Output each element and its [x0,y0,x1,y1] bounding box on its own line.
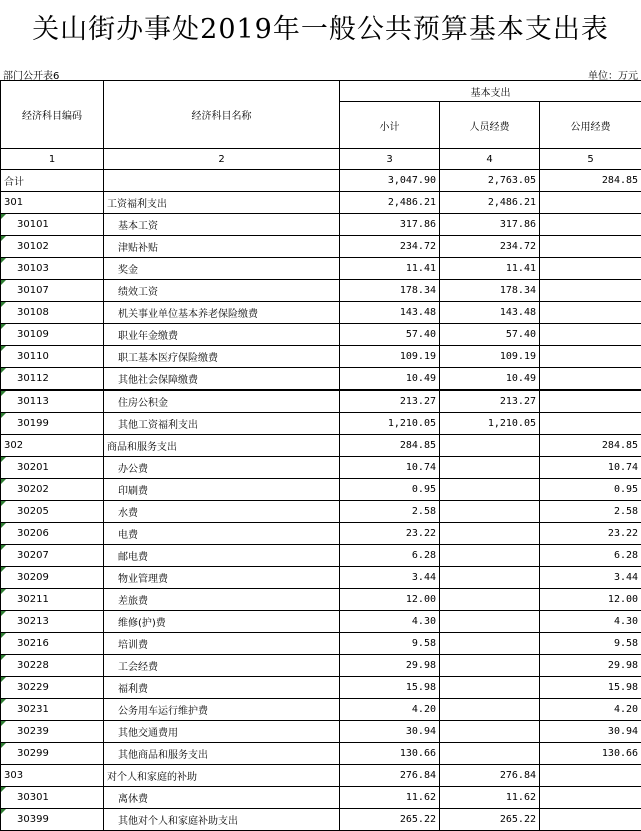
row-public-cell: 2.58 [540,501,641,523]
row-public-cell: 30.94 [540,721,641,743]
row-name-cell: 办公费 [104,457,340,479]
row-public-cell [540,346,641,368]
row-personnel-cell [440,655,540,677]
cell-marker-icon [1,501,6,506]
cell-marker-icon [1,413,6,418]
row-public-cell: 4.30 [540,611,641,633]
row-subtotal-cell: 11.41 [340,258,440,280]
table-row [1,743,641,765]
table-row [1,390,641,413]
row-name-cell: 邮电费 [104,545,340,567]
row-public-cell [540,258,641,280]
header-index-2: 2 [104,149,340,170]
row-public-cell: 10.74 [540,457,641,479]
table-row [1,457,641,479]
table-row [1,435,641,457]
row-subtotal-cell: 2,486.21 [340,192,440,214]
dept-table-label: 部门公开表6 [3,67,59,82]
table-row [1,589,641,611]
row-name-cell: 培训费 [104,633,340,655]
row-code-cell: 30239 [1,721,104,743]
row-name-cell: 职工基本医疗保险缴费 [104,346,340,368]
row-subtotal-cell: 234.72 [340,236,440,258]
row-subtotal-cell: 29.98 [340,655,440,677]
row-subtotal-cell: 10.74 [340,457,440,479]
table-row [1,258,641,280]
row-name-cell: 津贴补贴 [104,236,340,258]
row-personnel-cell [440,479,540,501]
table-row [1,192,641,214]
row-subtotal-cell: 57.40 [340,324,440,346]
cell-marker-icon [1,391,6,396]
row-personnel-cell: 234.72 [440,236,540,258]
budget-table [0,80,641,831]
row-name-cell: 其他工资福利支出 [104,413,340,435]
row-name-cell: 印刷费 [104,479,340,501]
table-row [1,677,641,699]
table-row [1,809,641,831]
row-public-cell: 9.58 [540,633,641,655]
cell-marker-icon [1,655,6,660]
row-name-cell: 其他社会保障缴费 [104,368,340,391]
row-personnel-cell: 317.86 [440,214,540,236]
row-name-cell: 绩效工资 [104,280,340,302]
row-code-cell: 301 [1,192,104,214]
row-subtotal-cell: 3.44 [340,567,440,589]
cell-marker-icon [1,479,6,484]
row-public-cell: 29.98 [540,655,641,677]
row-personnel-cell [440,501,540,523]
header-index-1: 1 [1,149,104,170]
row-personnel-cell: 2,763.05 [440,170,540,192]
row-personnel-cell [440,457,540,479]
header-basic-expenditure: 基本支出 [340,81,641,102]
row-public-cell: 6.28 [540,545,641,567]
row-name-cell: 奖金 [104,258,340,280]
row-personnel-cell [440,721,540,743]
row-public-cell [540,324,641,346]
row-subtotal-cell: 178.34 [340,280,440,302]
row-personnel-cell [440,523,540,545]
row-subtotal-cell: 265.22 [340,809,440,831]
row-name-cell: 机关事业单位基本养老保险缴费 [104,302,340,324]
row-name-cell: 维修(护)费 [104,611,340,633]
row-name-cell: 商品和服务支出 [104,435,340,457]
table-row [1,699,641,721]
row-code-cell: 302 [1,435,104,457]
row-name-cell: 住房公积金 [104,390,340,413]
row-code-cell: 30229 [1,677,104,699]
row-personnel-cell: 143.48 [440,302,540,324]
table-row [1,413,641,435]
header-public: 公用经费 [540,102,641,149]
row-code-cell: 30112 [1,368,104,391]
table-row [1,567,641,589]
row-subtotal-cell: 130.66 [340,743,440,765]
cell-marker-icon [1,214,6,219]
row-personnel-cell [440,611,540,633]
row-public-cell [540,214,641,236]
row-code-cell: 30110 [1,346,104,368]
row-subtotal-cell: 10.49 [340,368,440,391]
row-subtotal-cell: 0.95 [340,479,440,501]
cell-marker-icon [1,302,6,307]
row-personnel-cell: 265.22 [440,809,540,831]
row-code-cell: 30205 [1,501,104,523]
row-public-cell: 284.85 [540,435,641,457]
row-public-cell: 23.22 [540,523,641,545]
row-code-cell: 30213 [1,611,104,633]
row-public-cell [540,302,641,324]
row-name-cell: 公务用车运行维护费 [104,699,340,721]
row-subtotal-cell: 276.84 [340,765,440,787]
row-name-cell: 福利费 [104,677,340,699]
row-code-cell: 30399 [1,809,104,831]
row-name-cell: 其他交通费用 [104,721,340,743]
row-personnel-cell: 1,210.05 [440,413,540,435]
row-public-cell: 0.95 [540,479,641,501]
row-code-cell: 30228 [1,655,104,677]
row-subtotal-cell: 4.20 [340,699,440,721]
row-public-cell [540,280,641,302]
row-subtotal-cell: 4.30 [340,611,440,633]
cell-marker-icon [1,280,6,285]
cell-marker-icon [1,523,6,528]
row-personnel-cell: 10.49 [440,368,540,391]
row-public-cell: 12.00 [540,589,641,611]
row-code-cell: 30211 [1,589,104,611]
row-subtotal-cell: 6.28 [340,545,440,567]
table-row [1,655,641,677]
table-row [1,523,641,545]
table-row [1,324,641,346]
cell-marker-icon [1,236,6,241]
row-name-cell: 其他对个人和家庭补助支出 [104,809,340,831]
table-row [1,765,641,787]
row-public-cell [540,787,641,809]
row-personnel-cell: 213.27 [440,390,540,413]
row-subtotal-cell: 109.19 [340,346,440,368]
row-code-cell: 30299 [1,743,104,765]
row-personnel-cell [440,633,540,655]
row-subtotal-cell: 317.86 [340,214,440,236]
row-subtotal-cell: 12.00 [340,589,440,611]
row-public-cell: 284.85 [540,170,641,192]
table-row [1,611,641,633]
table-row [1,787,641,809]
header-index-3: 3 [340,149,440,170]
row-subtotal-cell: 2.58 [340,501,440,523]
row-public-cell: 15.98 [540,677,641,699]
row-public-cell [540,192,641,214]
row-public-cell [540,236,641,258]
row-public-cell: 4.20 [540,699,641,721]
row-personnel-cell: 109.19 [440,346,540,368]
row-code-cell: 30209 [1,567,104,589]
row-personnel-cell: 276.84 [440,765,540,787]
row-name-cell: 物业管理费 [104,567,340,589]
row-code-cell: 30216 [1,633,104,655]
row-code-cell: 30202 [1,479,104,501]
row-code-cell: 30103 [1,258,104,280]
row-subtotal-cell: 11.62 [340,787,440,809]
row-name-cell: 工资福利支出 [104,192,340,214]
row-personnel-cell [440,435,540,457]
cell-marker-icon [1,721,6,726]
row-code-cell: 30108 [1,302,104,324]
cell-marker-icon [1,699,6,704]
row-code-cell: 30201 [1,457,104,479]
page-title: 关山街办事处2019年一般公共预算基本支出表 [0,0,641,60]
row-name-cell: 离休费 [104,787,340,809]
table-row [1,346,641,368]
row-subtotal-cell: 1,210.05 [340,413,440,435]
row-personnel-cell [440,743,540,765]
row-personnel-cell [440,567,540,589]
header-subtotal: 小计 [340,102,440,149]
row-subtotal-cell: 143.48 [340,302,440,324]
cell-marker-icon [1,324,6,329]
table-row [1,368,641,391]
row-code-cell: 30207 [1,545,104,567]
table-row [1,302,641,324]
cell-marker-icon [1,743,6,748]
row-code-cell: 30231 [1,699,104,721]
row-subtotal-cell: 15.98 [340,677,440,699]
row-code-cell: 合计 [1,170,104,192]
table-row [1,236,641,258]
row-personnel-cell: 2,486.21 [440,192,540,214]
table-row [1,280,641,302]
row-name-cell: 对个人和家庭的补助 [104,765,340,787]
row-public-cell [540,765,641,787]
row-public-cell [540,809,641,831]
row-personnel-cell: 11.62 [440,787,540,809]
row-subtotal-cell: 213.27 [340,390,440,413]
row-subtotal-cell: 3,047.90 [340,170,440,192]
row-name-cell: 基本工资 [104,214,340,236]
row-public-cell: 130.66 [540,743,641,765]
cell-marker-icon [1,787,6,792]
row-code-cell: 30109 [1,324,104,346]
row-personnel-cell [440,699,540,721]
row-name-cell: 差旅费 [104,589,340,611]
header-index-5: 5 [540,149,641,170]
row-code-cell: 30101 [1,214,104,236]
row-name-cell [104,170,340,192]
table-row [1,479,641,501]
row-personnel-cell: 11.41 [440,258,540,280]
cell-marker-icon [1,589,6,594]
row-personnel-cell [440,677,540,699]
row-name-cell: 水费 [104,501,340,523]
row-code-cell: 30199 [1,413,104,435]
table-row [1,214,641,236]
header-index-4: 4 [440,149,540,170]
row-public-cell [540,390,641,413]
cell-marker-icon [1,368,6,373]
row-personnel-cell [440,589,540,611]
table-row [1,170,641,192]
cell-marker-icon [1,258,6,263]
row-name-cell: 工会经费 [104,655,340,677]
row-subtotal-cell: 30.94 [340,721,440,743]
cell-marker-icon [1,567,6,572]
row-name-cell: 其他商品和服务支出 [104,743,340,765]
header-name: 经济科目名称 [104,81,340,149]
cell-marker-icon [1,611,6,616]
cell-marker-icon [1,633,6,638]
cell-marker-icon [1,545,6,550]
row-public-cell [540,368,641,391]
header-personnel: 人员经费 [440,102,540,149]
row-public-cell [540,413,641,435]
row-code-cell: 30206 [1,523,104,545]
table-row [1,501,641,523]
row-code-cell: 30113 [1,390,104,413]
cell-marker-icon [1,809,6,814]
row-code-cell: 303 [1,765,104,787]
row-code-cell: 30102 [1,236,104,258]
cell-marker-icon [1,346,6,351]
unit-label: 单位：万元 [588,67,638,82]
table-row [1,633,641,655]
row-subtotal-cell: 9.58 [340,633,440,655]
row-personnel-cell: 57.40 [440,324,540,346]
cell-marker-icon [1,677,6,682]
row-public-cell: 3.44 [540,567,641,589]
row-name-cell: 电费 [104,523,340,545]
table-row [1,721,641,743]
header-code: 经济科目编码 [1,81,104,149]
row-subtotal-cell: 284.85 [340,435,440,457]
row-name-cell: 职业年金缴费 [104,324,340,346]
table-row [1,545,641,567]
row-code-cell: 30301 [1,787,104,809]
cell-marker-icon [1,457,6,462]
row-subtotal-cell: 23.22 [340,523,440,545]
row-personnel-cell: 178.34 [440,280,540,302]
row-personnel-cell [440,545,540,567]
row-code-cell: 30107 [1,280,104,302]
